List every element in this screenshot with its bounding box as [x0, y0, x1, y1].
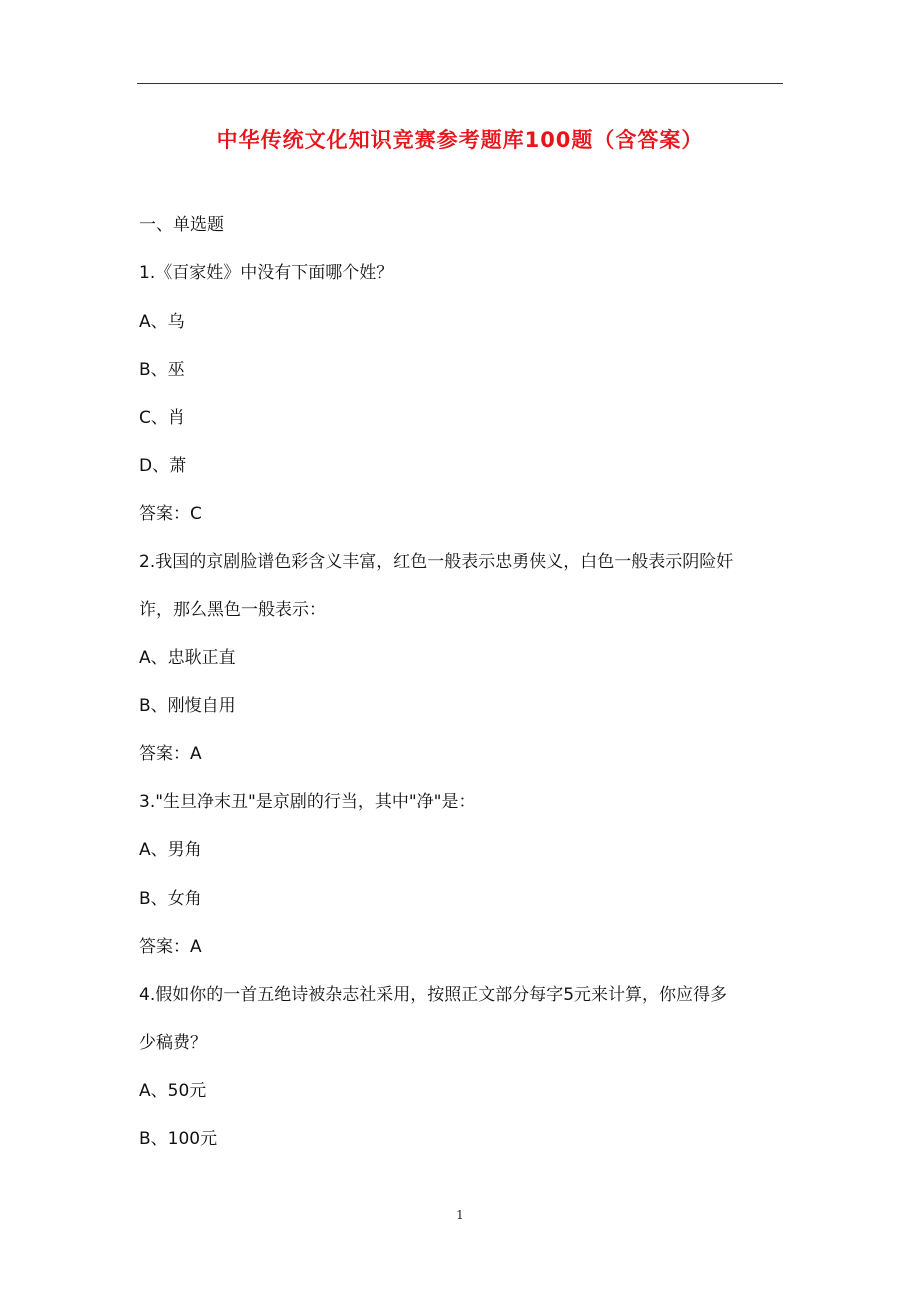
question-1: 1.《百家姓》中没有下面哪个姓？: [139, 263, 394, 283]
question-4-option-a: A、50元: [139, 1081, 207, 1101]
question-2-answer: 答案：A: [139, 744, 202, 764]
question-4-line-2: 少稿费？: [139, 1033, 207, 1053]
question-1-answer: 答案：C: [139, 504, 202, 524]
section-heading: 一、单选题: [139, 215, 224, 235]
question-1-option-c: C、肖: [139, 408, 185, 428]
question-2-option-b: B、刚愎自用: [139, 696, 236, 716]
page-number: 1: [456, 1208, 464, 1222]
question-3: 3."生旦净末丑"是京剧的行当，其中"净"是：: [139, 792, 476, 812]
question-4-option-b: B、100元: [139, 1129, 218, 1149]
question-2-line-1: 2.我国的京剧脸谱色彩含义丰富，红色一般表示忠勇侠义，白色一般表示阴险奸: [139, 552, 734, 572]
question-2-line-2: 诈，那么黑色一般表示：: [139, 600, 326, 620]
question-3-option-a: A、男角: [139, 840, 202, 860]
question-1-option-b: B、巫: [139, 360, 185, 380]
question-1-option-d: D、萧: [139, 456, 187, 476]
header-rule: [137, 83, 783, 84]
question-4-line-1: 4.假如你的一首五绝诗被杂志社采用，按照正文部分每字5元来计算，你应得多: [139, 985, 728, 1005]
question-2-option-a: A、忠耿正直: [139, 648, 236, 668]
document-title: 中华传统文化知识竞赛参考题库100题（含答案）: [216, 128, 704, 152]
question-3-option-b: B、女角: [139, 889, 202, 909]
question-1-option-a: A、乌: [139, 312, 185, 332]
question-3-answer: 答案：A: [139, 937, 202, 957]
